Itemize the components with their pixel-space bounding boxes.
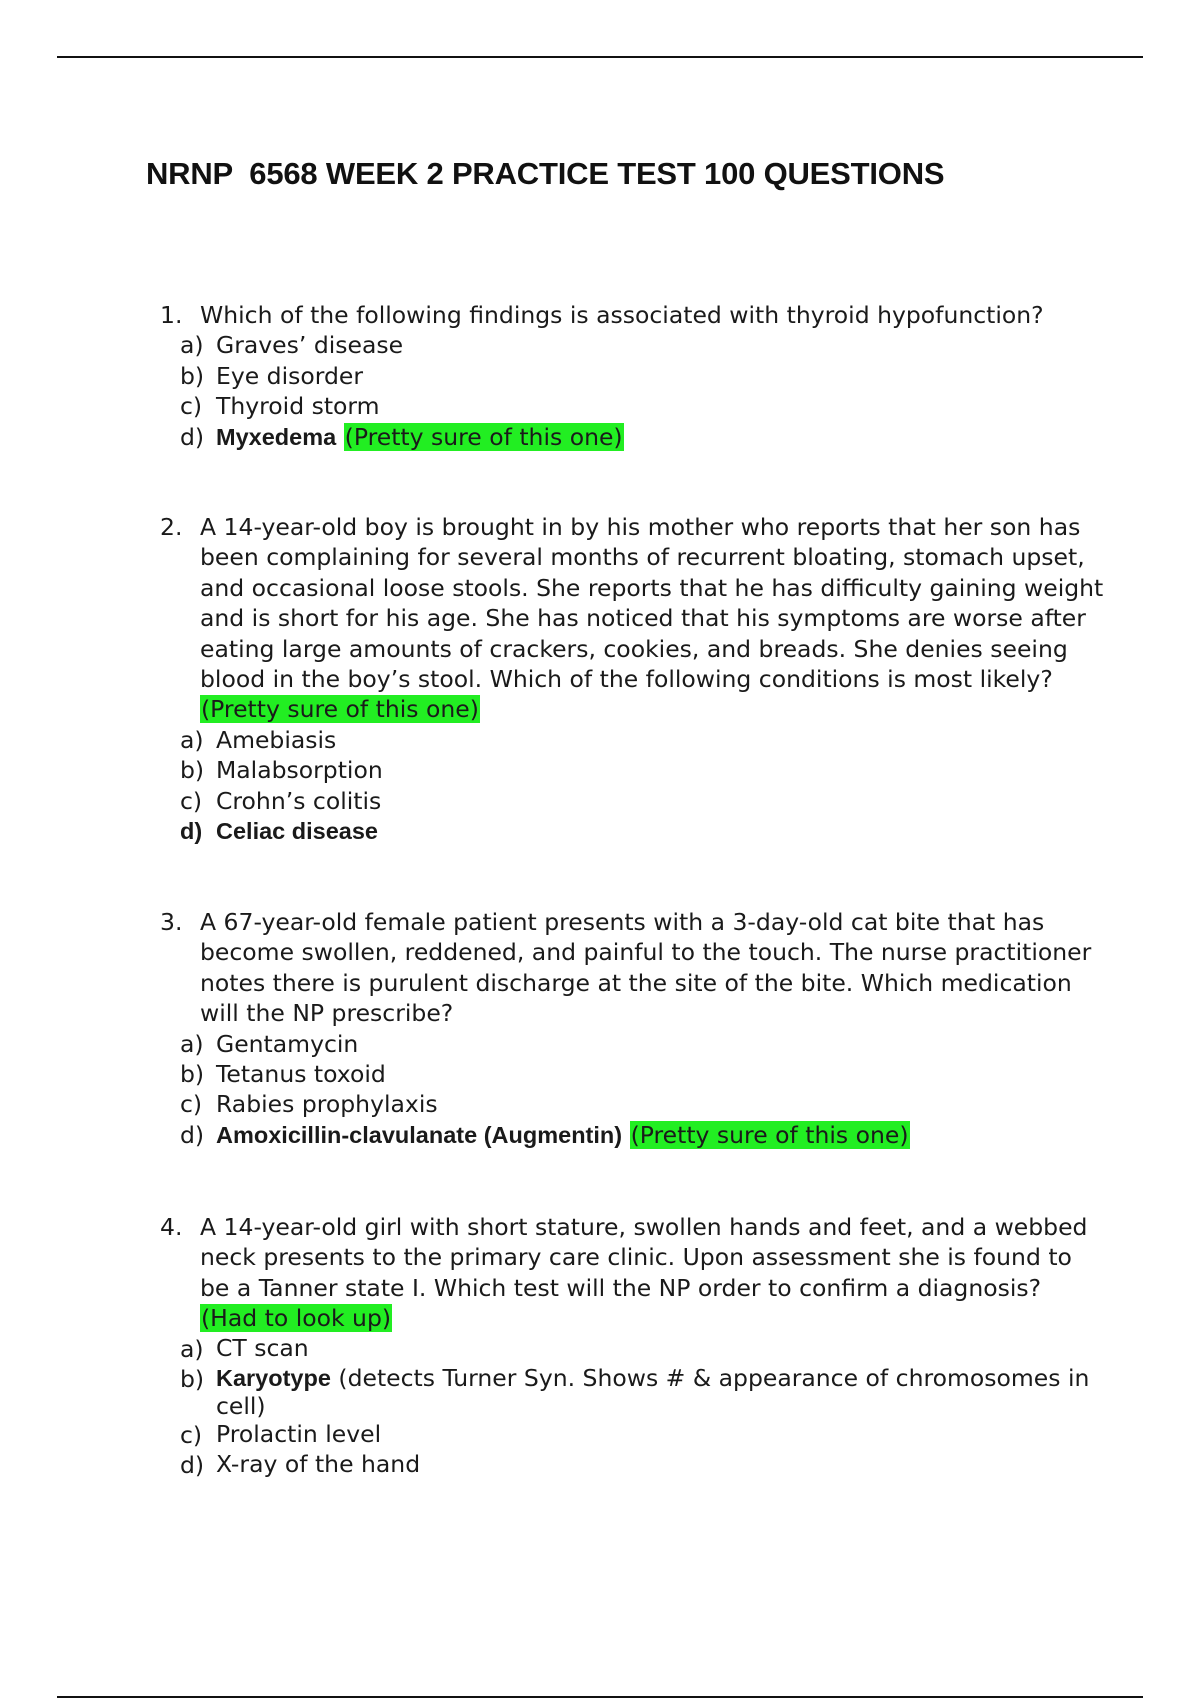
option-text: Rabies prophylaxis bbox=[216, 1090, 438, 1119]
option-label: b) bbox=[180, 361, 205, 390]
option-text: Eye disorder bbox=[216, 361, 364, 390]
option-label: c) bbox=[180, 786, 203, 815]
answer-option-a bbox=[180, 725, 1105, 755]
option-label: c) bbox=[180, 392, 203, 421]
question-text: A 14-year-old boy is brought in by his mother who reports that her son has been complaining for several months of recurrent bloating, stomach upset, and occasional loose stools. She reports that he has difficulty gaining weight and is short for his age. She has noticed that his symptoms are worse after eating large amounts of crackers, cookies, and breads. She denies seeing blood in the boy’s stool. Which of the following conditions is most likely? bbox=[200, 513, 1104, 694]
answer-option-d bbox=[180, 1450, 1105, 1480]
option-text: Tetanus toxoid bbox=[216, 1060, 386, 1089]
option-text: Gentamycin bbox=[216, 1029, 359, 1058]
option-label: d) bbox=[180, 422, 205, 451]
correct-answer: Karyotype bbox=[216, 1365, 331, 1392]
option-label: d) bbox=[180, 1120, 205, 1149]
question-number: 2. bbox=[160, 513, 183, 541]
question-number: 1. bbox=[160, 301, 183, 329]
top-rule bbox=[57, 56, 1143, 58]
answer-option-a bbox=[180, 330, 1105, 360]
option-label: d) bbox=[180, 1451, 205, 1480]
question-text: Which of the following findings is associated with thyroid hypofunction? bbox=[200, 301, 1044, 329]
answer-option-c bbox=[180, 1089, 1105, 1119]
correct-answer: Myxedema bbox=[216, 423, 337, 450]
option-label: c) bbox=[180, 1090, 203, 1119]
option-text: Thyroid storm bbox=[216, 392, 380, 421]
question-number: 4. bbox=[160, 1213, 183, 1241]
option-label: a) bbox=[180, 331, 204, 360]
answer-option-a bbox=[180, 1029, 1105, 1059]
confidence-note-highlight: (Had to look up) bbox=[201, 1304, 392, 1333]
option-text: Malabsorption bbox=[216, 756, 383, 785]
option-label: a) bbox=[180, 1029, 204, 1058]
answer-option-b bbox=[180, 1059, 1105, 1089]
option-text: Amebiasis bbox=[216, 725, 337, 754]
option-text: Graves’ disease bbox=[216, 331, 404, 360]
question-text: A 14-year-old girl with short stature, swollen hands and feet, and a webbed neck presents to the primary care clinic. Upon assessment she is found to be a Tanner state I. Which test will the NP order to confirm a diagnosis? bbox=[200, 1213, 1088, 1302]
confidence-note-highlight: (Pretty sure of this one) bbox=[201, 695, 479, 724]
answer-option-d bbox=[180, 816, 1105, 846]
option-label: b) bbox=[180, 1060, 205, 1089]
answer-option-c bbox=[180, 1420, 1105, 1450]
question-1 bbox=[160, 300, 1105, 452]
option-label: d) bbox=[180, 818, 203, 845]
question-text: A 67-year-old female patient presents with a 3-day-old cat bite that has become swollen, reddened, and painful to the touch. The nurse practitioner notes there is purulent discharge at the site of the bite. Which medication will the NP prescribe? bbox=[200, 908, 1092, 1028]
confidence-note-highlight: (Pretty sure of this one) bbox=[344, 422, 623, 451]
answer-explanation: (detects Turner Syn. Shows # & appearance of chromosomes in cell) bbox=[216, 1364, 1090, 1421]
option-label: b) bbox=[180, 756, 205, 785]
answer-option-d bbox=[180, 422, 1105, 452]
option-label: b) bbox=[180, 1365, 205, 1394]
option-label: c) bbox=[180, 1421, 203, 1450]
option-text: CT scan bbox=[216, 1333, 309, 1362]
answer-option-d bbox=[180, 1120, 1105, 1150]
option-label: a) bbox=[180, 725, 204, 754]
confidence-note-highlight: (Pretty sure of this one) bbox=[630, 1120, 909, 1149]
option-text: Crohn’s colitis bbox=[216, 786, 382, 815]
answer-option-a bbox=[180, 1334, 1105, 1364]
option-text: X-ray of the hand bbox=[216, 1450, 421, 1479]
correct-answer: Amoxicillin-clavulanate (Augmentin) bbox=[216, 1121, 623, 1148]
question-number: 3. bbox=[160, 908, 183, 936]
question-2 bbox=[160, 512, 1105, 846]
page-title: NRNP 6568 WEEK 2 PRACTICE TEST 100 QUESTIONS bbox=[146, 156, 945, 191]
answer-option-b bbox=[180, 1364, 1105, 1420]
bottom-rule bbox=[57, 1696, 1143, 1698]
answer-option-c bbox=[180, 786, 1105, 816]
answer-option-b bbox=[180, 361, 1105, 391]
answer-option-b bbox=[180, 755, 1105, 785]
correct-answer: Celiac disease bbox=[216, 818, 378, 845]
question-3 bbox=[160, 907, 1105, 1150]
question-4 bbox=[160, 1212, 1105, 1481]
option-text: Prolactin level bbox=[216, 1420, 382, 1449]
option-label: a) bbox=[180, 1334, 204, 1363]
answer-option-c bbox=[180, 391, 1105, 421]
